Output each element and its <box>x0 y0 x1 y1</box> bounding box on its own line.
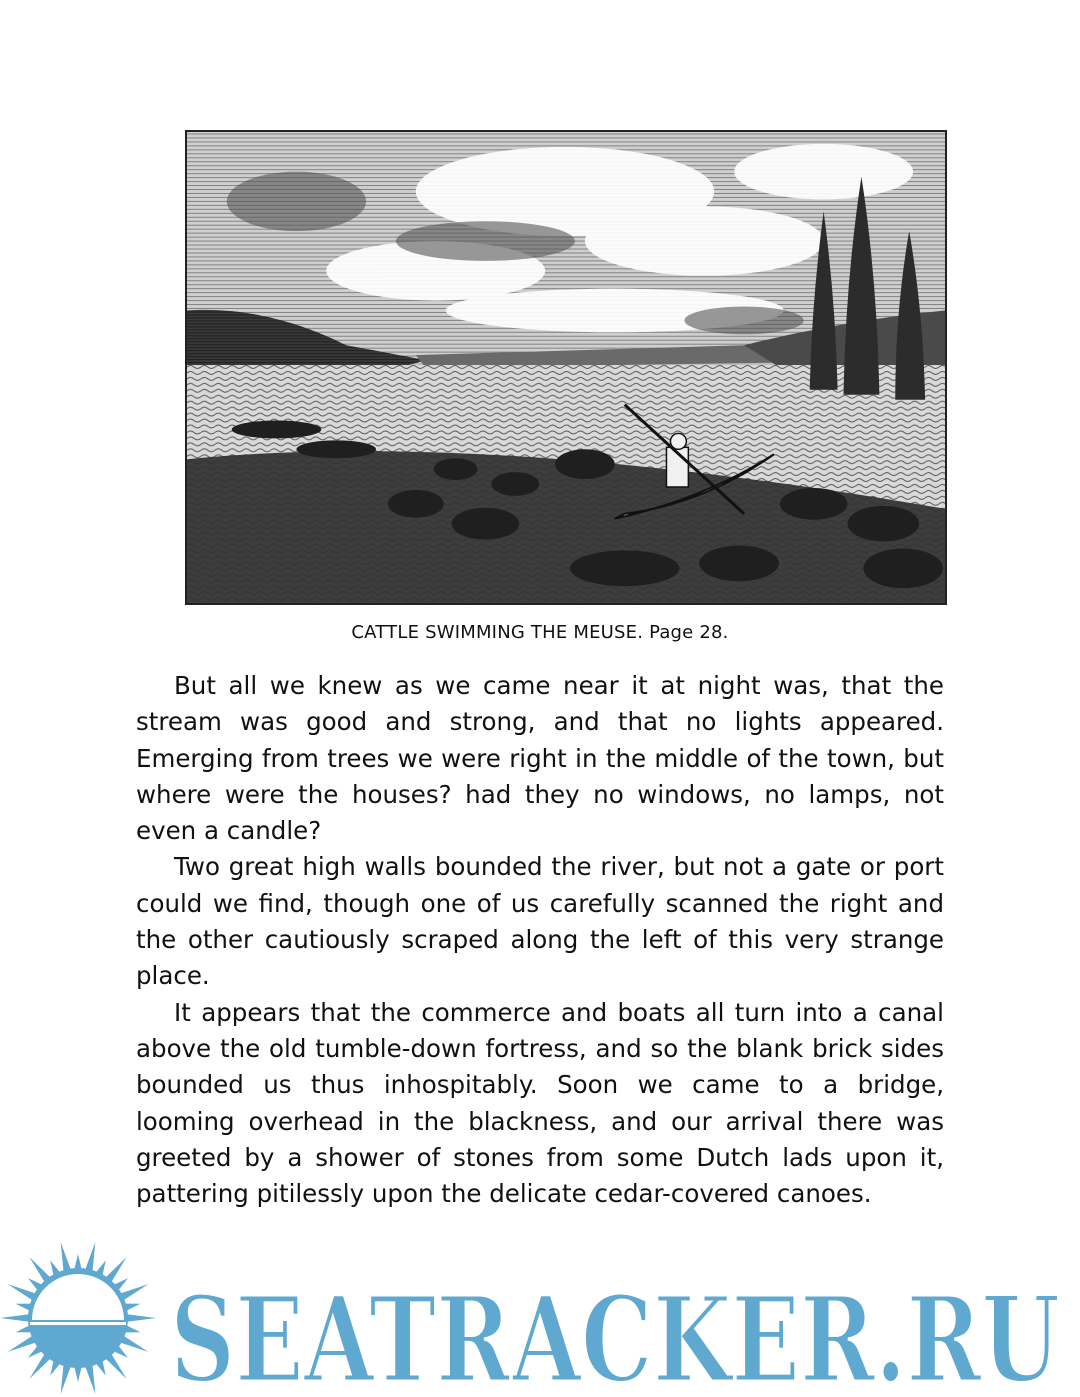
paragraph: But all we knew as we came near it at night was, that the stream was good and strong, and that no lights appeared. Emerging from trees we were right in the middle of the town, but where were the houses? had they no windows, no lamps, not even a candle? <box>136 671 944 846</box>
watermark-text: SEATRACKER.RU <box>170 1270 1060 1397</box>
engraving-image <box>187 132 945 603</box>
watermark-logo <box>0 1236 1080 1397</box>
illustration-caption: CATTLE SWIMMING THE MEUSE. Page 28. <box>351 622 729 643</box>
body-text <box>136 668 944 1212</box>
paragraph: Two great high walls bounded the river, but not a gate or port could we find, though one of us carefully scanned the right and the other cautiously scraped along the left of this very strange place. <box>136 852 944 991</box>
watermark <box>0 1236 1080 1397</box>
paragraph: It appears that the commerce and boats all turn into a canal above the old tumble-down fortress, and so the blank brick sides bounded us thus inhospitably. Soon we came to a bridge, looming overhead in the blackness, and our arrival there was greeted by a shower of stones from some Dutch lads upon it, pattering pitilessly upon the delicate cedar-covered canoes. <box>136 997 944 1209</box>
sun-icon <box>0 1242 156 1394</box>
illustration-cattle-swimming <box>185 130 947 605</box>
